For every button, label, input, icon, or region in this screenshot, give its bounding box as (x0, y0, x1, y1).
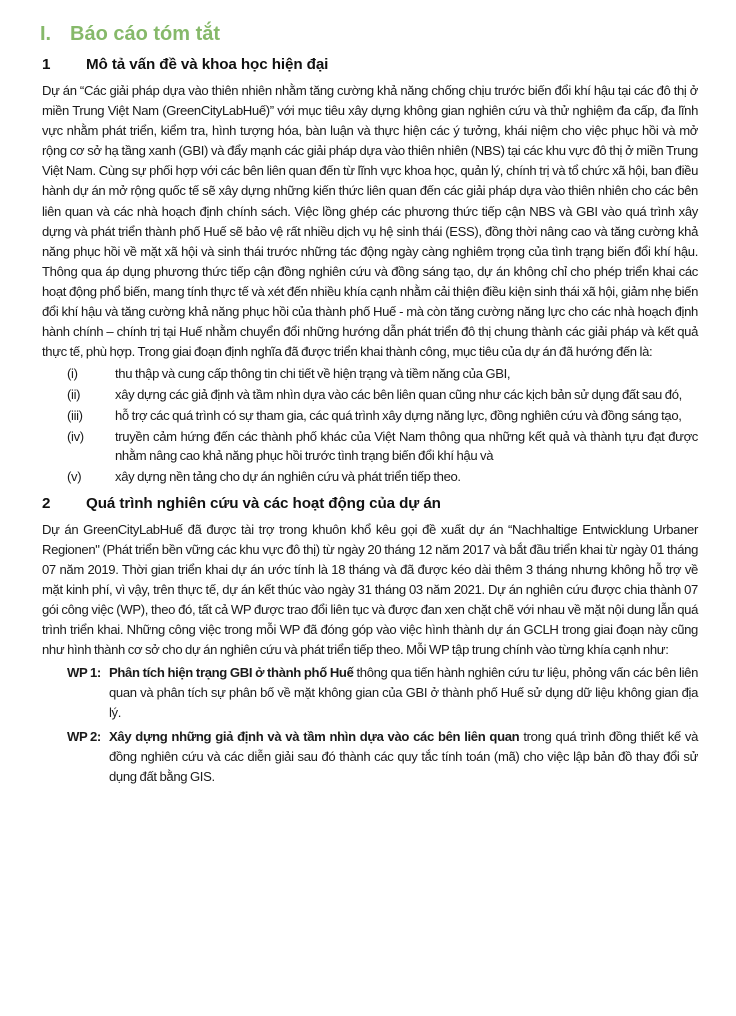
work-package-title: Phân tích hiện trạng GBI ở thành phố Huế (109, 665, 354, 681)
section-1-title: Mô tả vấn đề và khoa học hiện đại (86, 56, 329, 73)
objective-item (42, 406, 698, 425)
work-package-marker: WP 1: (67, 665, 101, 681)
work-package-marker: WP 2: (67, 729, 101, 745)
section-2-number: 2 (42, 494, 51, 512)
work-package-text: thông qua tiến hành nghiên cứu tư liệu, phỏng vấn các bên liên quan và phân tích sự phân bố về mặt không gian của GBI ở thành phố Huế sử dụng dữ liệu không gian địa lý. (109, 665, 698, 721)
work-packages-list (42, 663, 698, 787)
objective-marker: (iv) (67, 429, 84, 445)
work-package-item (42, 663, 698, 723)
chapter-number: I. (40, 23, 52, 45)
work-package-text: trong quá trình đồng thiết kế và đồng nghiên cứu và các diễn giải sau đó thành các quy tắc tính toán (mã) cho việc lập bản đồ thay đổi sử dụng đất bằng GIS. (109, 729, 698, 785)
section-1-paragraph: Dự án “Các giải pháp dựa vào thiên nhiên nhằm tăng cường khả năng chống chịu trước biến đổi khí hậu tại các đô thị ở miền Trung Việt Nam (GreenCityLabHuế)” với mục tiêu xây dựng không gian nghiên cứu và thử nghiệm đa cấp, đa lĩnh vực nhằm phát triển, kiểm tra, hình tượng hóa, bàn luận và thực hiện các ý tưởng, khái niệm cho việc phục hồi và mở rộng cơ sở hạ tầng xanh (GBI) và đẩy mạnh các giải pháp dựa vào thiên nhiên (NBS) tại các khu vực đô thị ở miền Trung Việt Nam. Cùng sự phối hợp với các bên liên quan đến từ lĩnh vực khoa học, quản lý, chính trị và tổ chức xã hội, ban điều hành dự án mở rộng quốc tế sẽ xây dựng những kiến thức liên quan đến các giải pháp dựa vào thiên nhiên cho các bên liên quan và các nhà hoạch định chính sách. Việc lồng ghép các phương thức tiếp cận NBS và GBI vào quá trình xây dựng và phát triển thành phố Huế sẽ bảo vệ rất nhiều dịch vụ hệ sinh thái (ESS), đồng thời nâng cao và tăng cường khả năng phục hồi về mặt xã hội và sinh thái trước những tác động ngày càng nghiêm trọng của tình trạng biến đổi khí hậu. Thông qua áp dụng phương thức tiếp cận đồng nghiên cứu và đồng sáng tạo, dự án không chỉ cho phép triển khai các hoạt động phổ biến, mang tính thực tế và xét đến nhiều khía cạnh nhằm cải thiện điều kiện sinh thái xã hội, giảm nhẹ biến đổi khí hậu và tăng cường khả năng phục hồi của thành phố Huế - mà còn tăng cường năng lực cho các nhà hoạch định hành chính – chính trị tại Huế nhằm chuyển đổi những hướng dẫn phát triển đô thị chung thành các giải pháp và kết quả thực tế, phù hợp. Trong giai đoạn định nghĩa đã được triển khai thành công, mục tiêu của dự án đã hướng đến là: (42, 83, 698, 360)
objective-text: xây dựng nền tảng cho dự án nghiên cứu và phát triển tiếp theo. (115, 469, 461, 485)
objective-item (42, 467, 698, 486)
objective-item (42, 364, 698, 383)
work-package-item (42, 727, 698, 787)
section-1-number: 1 (42, 56, 51, 73)
objective-text: truyền cảm hứng đến các thành phố khác của Việt Nam thông qua những kết quả và thành tựu đạt được nhằm nâng cao khả năng phục hồi trước tình trạng biến đổi khí hậu và (115, 429, 698, 464)
objective-item (42, 385, 698, 404)
objective-text: hỗ trợ các quá trình có sự tham gia, các quá trình xây dựng năng lực, đồng nghiên cứu và đồng sáng tạo, (115, 408, 682, 424)
objectives-list (42, 364, 698, 486)
chapter-title: Báo cáo tóm tắt (70, 23, 221, 45)
objective-marker: (v) (67, 469, 82, 485)
work-package-title: Xây dựng những giả định và và tầm nhìn dựa vào các bên liên quan (109, 729, 520, 745)
section-2-title: Quá trình nghiên cứu và các hoạt động của dự án (86, 494, 441, 512)
objective-marker: (ii) (67, 387, 81, 403)
section-2-heading (42, 493, 698, 515)
objective-marker: (i) (67, 366, 78, 382)
section-2-paragraph: Dự án GreenCityLabHuế đã được tài trợ trong khuôn khổ kêu gọi đề xuất dự án “Nachhaltige Entwicklung Urbaner Regionen" (Phát triển bền vững các khu vực đô thị) từ ngày 20 tháng 12 năm 2017 và bắt đầu triển khai từ ngày 01 tháng 07 năm 2019. Thời gian triển khai dự án ước tính là 18 tháng và đã được kéo dài thêm 3 tháng nhưng không hỗ trợ về mặt kinh phí, vì vậy, trên thực tế, dự án kết thúc vào ngày 31 tháng 03 năm 2021. Dự án nghiên cứu được chia thành 07 gói công việc (WP), theo đó, tất cả WP được trao đổi liên tục và được đan xen chặt chẽ với nhau về mặt nội dung lẫn quá trình triển khai. Những công việc trong mỗi WP đã đóng góp vào việc hình thành dự án GCLH trong giai đoạn này cũng như hình thành cơ sở cho dự án nghiên cứu và phát triển tiếp theo. Mỗi WP tập trung chính vào từng khía cạnh như: (42, 521, 698, 658)
document-page (42, 22, 698, 791)
objective-text: thu thập và cung cấp thông tin chi tiết về hiện trạng và tiềm năng của GBI, (115, 366, 511, 382)
chapter-heading (40, 22, 698, 46)
objective-text: xây dựng các giả định và tầm nhìn dựa vào các bên liên quan cũng như các kịch bản sử dụng đất sau đó, (115, 387, 682, 403)
section-1-heading (42, 54, 698, 76)
objective-item (42, 427, 698, 466)
objective-marker: (iii) (67, 408, 83, 424)
